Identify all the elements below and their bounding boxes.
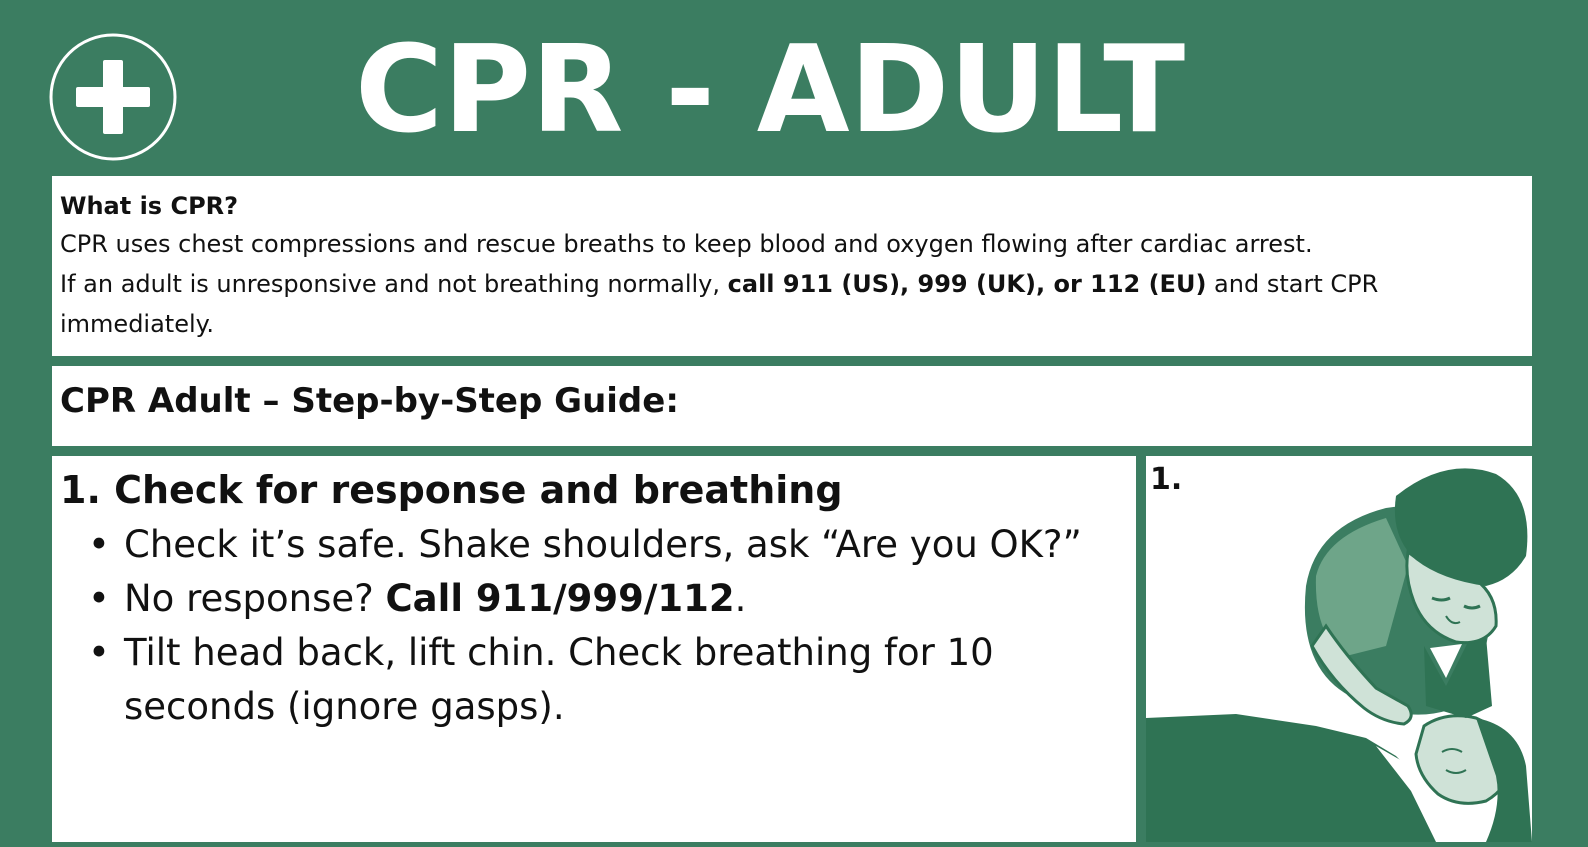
step-1-title: 1. Check for response and breathing bbox=[60, 468, 843, 512]
intro-panel bbox=[52, 176, 1532, 356]
intro-heading: What is CPR? bbox=[60, 192, 239, 220]
step-1-bullet-2-end: . bbox=[734, 577, 747, 620]
emergency-numbers: call 911 (US), 999 (UK), or 112 (EU) bbox=[727, 270, 1207, 298]
bullet-icon: • bbox=[88, 523, 110, 566]
step-1-bullet-3-text: Tilt head back, lift chin. Check breathing for 10 seconds (ignore gasps). bbox=[124, 631, 994, 728]
step-1-bullet-2-emphasis: Call 911/999/112 bbox=[385, 577, 735, 620]
bullet-icon: • bbox=[88, 577, 110, 620]
list-item bbox=[60, 518, 1126, 572]
intro-line-2 bbox=[60, 264, 1522, 344]
list-item bbox=[60, 572, 1126, 626]
step-1-bullet-1-text: Check it’s safe. Shake shoulders, ask “Are you OK?” bbox=[124, 523, 1082, 566]
step-1-list bbox=[60, 518, 1126, 734]
first-aid-plus-icon bbox=[48, 32, 178, 162]
guide-title-panel bbox=[52, 366, 1532, 446]
step-1-panel bbox=[52, 456, 1136, 842]
illustration-step-number: 1. bbox=[1150, 462, 1183, 497]
step-1-illustration-panel bbox=[1146, 456, 1532, 842]
bullet-icon: • bbox=[88, 631, 110, 674]
step-1-bullet-2-text: No response? bbox=[124, 577, 386, 620]
intro-line-1: CPR uses chest compressions and rescue breaths to keep blood and oxygen flowing after cardiac arrest. bbox=[60, 230, 1313, 258]
intro-line-2-text: If an adult is unresponsive and not breathing normally, bbox=[60, 270, 728, 298]
intro-line-2-end: and start CPR immediately. bbox=[60, 270, 1379, 338]
page-title: CPR - ADULT bbox=[355, 21, 1186, 160]
guide-title: CPR Adult – Step-by-Step Guide: bbox=[60, 381, 679, 421]
rescuer-checking-breathing-illustration bbox=[1146, 456, 1532, 842]
list-item bbox=[60, 626, 1126, 734]
